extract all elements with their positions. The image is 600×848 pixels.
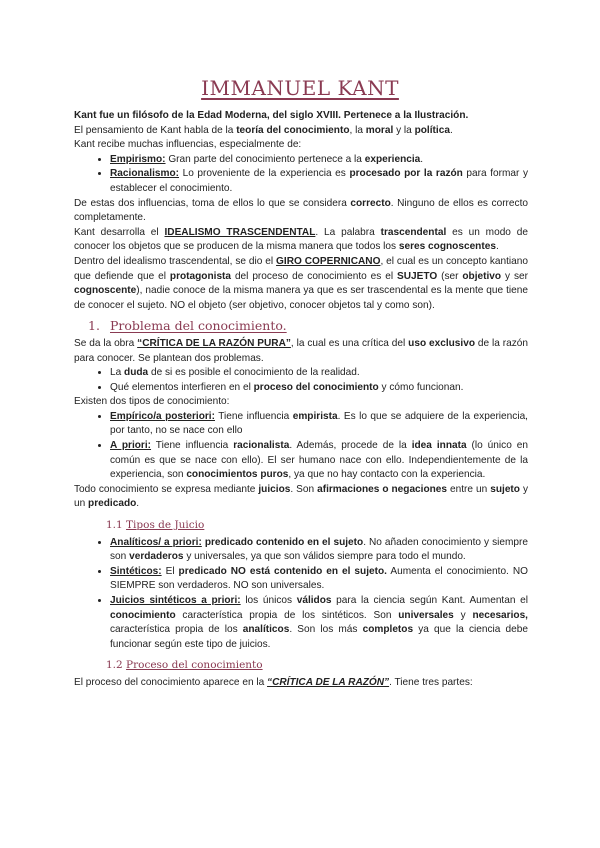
types-list (74, 410, 528, 483)
paragraph: Kant desarrolla el IDEALISMO TRASCENDENTAL. La palabra trascendental es un modo de conocer los objetos que se producen de la misma manera que todos los seres cognoscentes. (74, 226, 528, 253)
paragraph: Dentro del idealismo trascendental, se dio el GIRO COPERNICANO, el cual es un concepto kantiano que defiende que el protagonista del proceso de conocimiento es el SUJETO (ser objetivo y ser cognoscente), nadie conoce de la misma manera ya que es ser trascendental es la mente que tiene de conocer el sujeto. NO el objeto (ser objetivo, conocer objetos tal y como son). (74, 255, 528, 311)
intro-lead: Kant fue un filósofo de la Edad Moderna, del siglo XVIII. Pertenece a la Ilustración. (74, 110, 469, 121)
list-item: • Qué elementos interfieren en el proceso del conocimiento y cómo funcionan. (110, 381, 528, 396)
problems-list (74, 366, 528, 395)
list-item: • Sintéticos: El predicado NO está contenido en el sujeto. Aumenta el conocimiento. NO SIEMPRE son verdaderos. NO son universales. (110, 565, 528, 594)
paragraph: Existen dos tipos de conocimiento: (74, 396, 230, 408)
intro-line (74, 109, 528, 124)
list-item: • Juicios sintéticos a priori: los únicos válidos para la ciencia según Kant. Aumentan el conocimiento característica propia de los sintéticos. Son universales y necesarios, característica propia de los analíticos. Son los más completos ya que la ciencia debe funcionar según este tipo de juicios. (110, 594, 528, 652)
list-item: • A priori: Tiene influencia racionalista. Además, procede de la idea innata (lo único en común es que se nace con ello). El ser humano nace con ello. Independientemente de la experiencia, son conocimientos puros, ya que no hay contacto con la experiencia. (110, 439, 528, 483)
influences-list (74, 153, 528, 197)
intro-line: El pensamiento de Kant habla de la teoría del conocimiento, la moral y la política. (74, 124, 453, 136)
document-body (74, 109, 528, 691)
section-heading: 1. Problema del conocimiento. (88, 318, 287, 334)
subsection-heading: 1.2 Proceso del conocimiento (106, 659, 263, 672)
paragraph: El proceso del conocimiento aparece en la “CRÍTICA DE LA RAZÓN”. Tiene tres partes: (74, 676, 473, 688)
list-item: • Analíticos/ a priori: predicado contenido en el sujeto. No añaden conocimiento y siempre son verdaderos y universales, ya que son válidos siempre para todo el mundo. (110, 536, 528, 565)
list-item: • La duda de si es posible el conocimiento de la realidad. (110, 366, 528, 381)
paragraph: Se da la obra “CRÍTICA DE LA RAZÓN PURA”, la cual es una crítica del uso exclusivo de la razón para conocer. Se plantean dos problemas. (74, 337, 528, 364)
list-item: • Empirismo: Gran parte del conocimiento pertenece a la experiencia. (110, 153, 528, 168)
list-item: • Racionalismo: Lo proveniente de la experiencia es procesado por la razón para formar y establecer el conocimiento. (110, 167, 528, 196)
intro-line: Kant recibe muchas influencias, especialmente de: (74, 139, 302, 151)
page-title: IMMANUEL KANT (201, 76, 399, 100)
paragraph: De estas dos influencias, toma de ellos lo que se considera correcto. Ninguno de ellos es correcto completamente. (74, 197, 528, 224)
subsection-heading: 1.1 Tipos de Juicio (106, 519, 205, 532)
list-item: • Empírico/a posteriori: Tiene influencia empirista. Es lo que se adquiere de la experiencia, por tanto, no se nace con ello (110, 410, 528, 439)
paragraph: Todo conocimiento se expresa mediante juicios. Son afirmaciones o negaciones entre un sujeto y un predicado. (74, 483, 528, 510)
judgments-list (74, 536, 528, 653)
